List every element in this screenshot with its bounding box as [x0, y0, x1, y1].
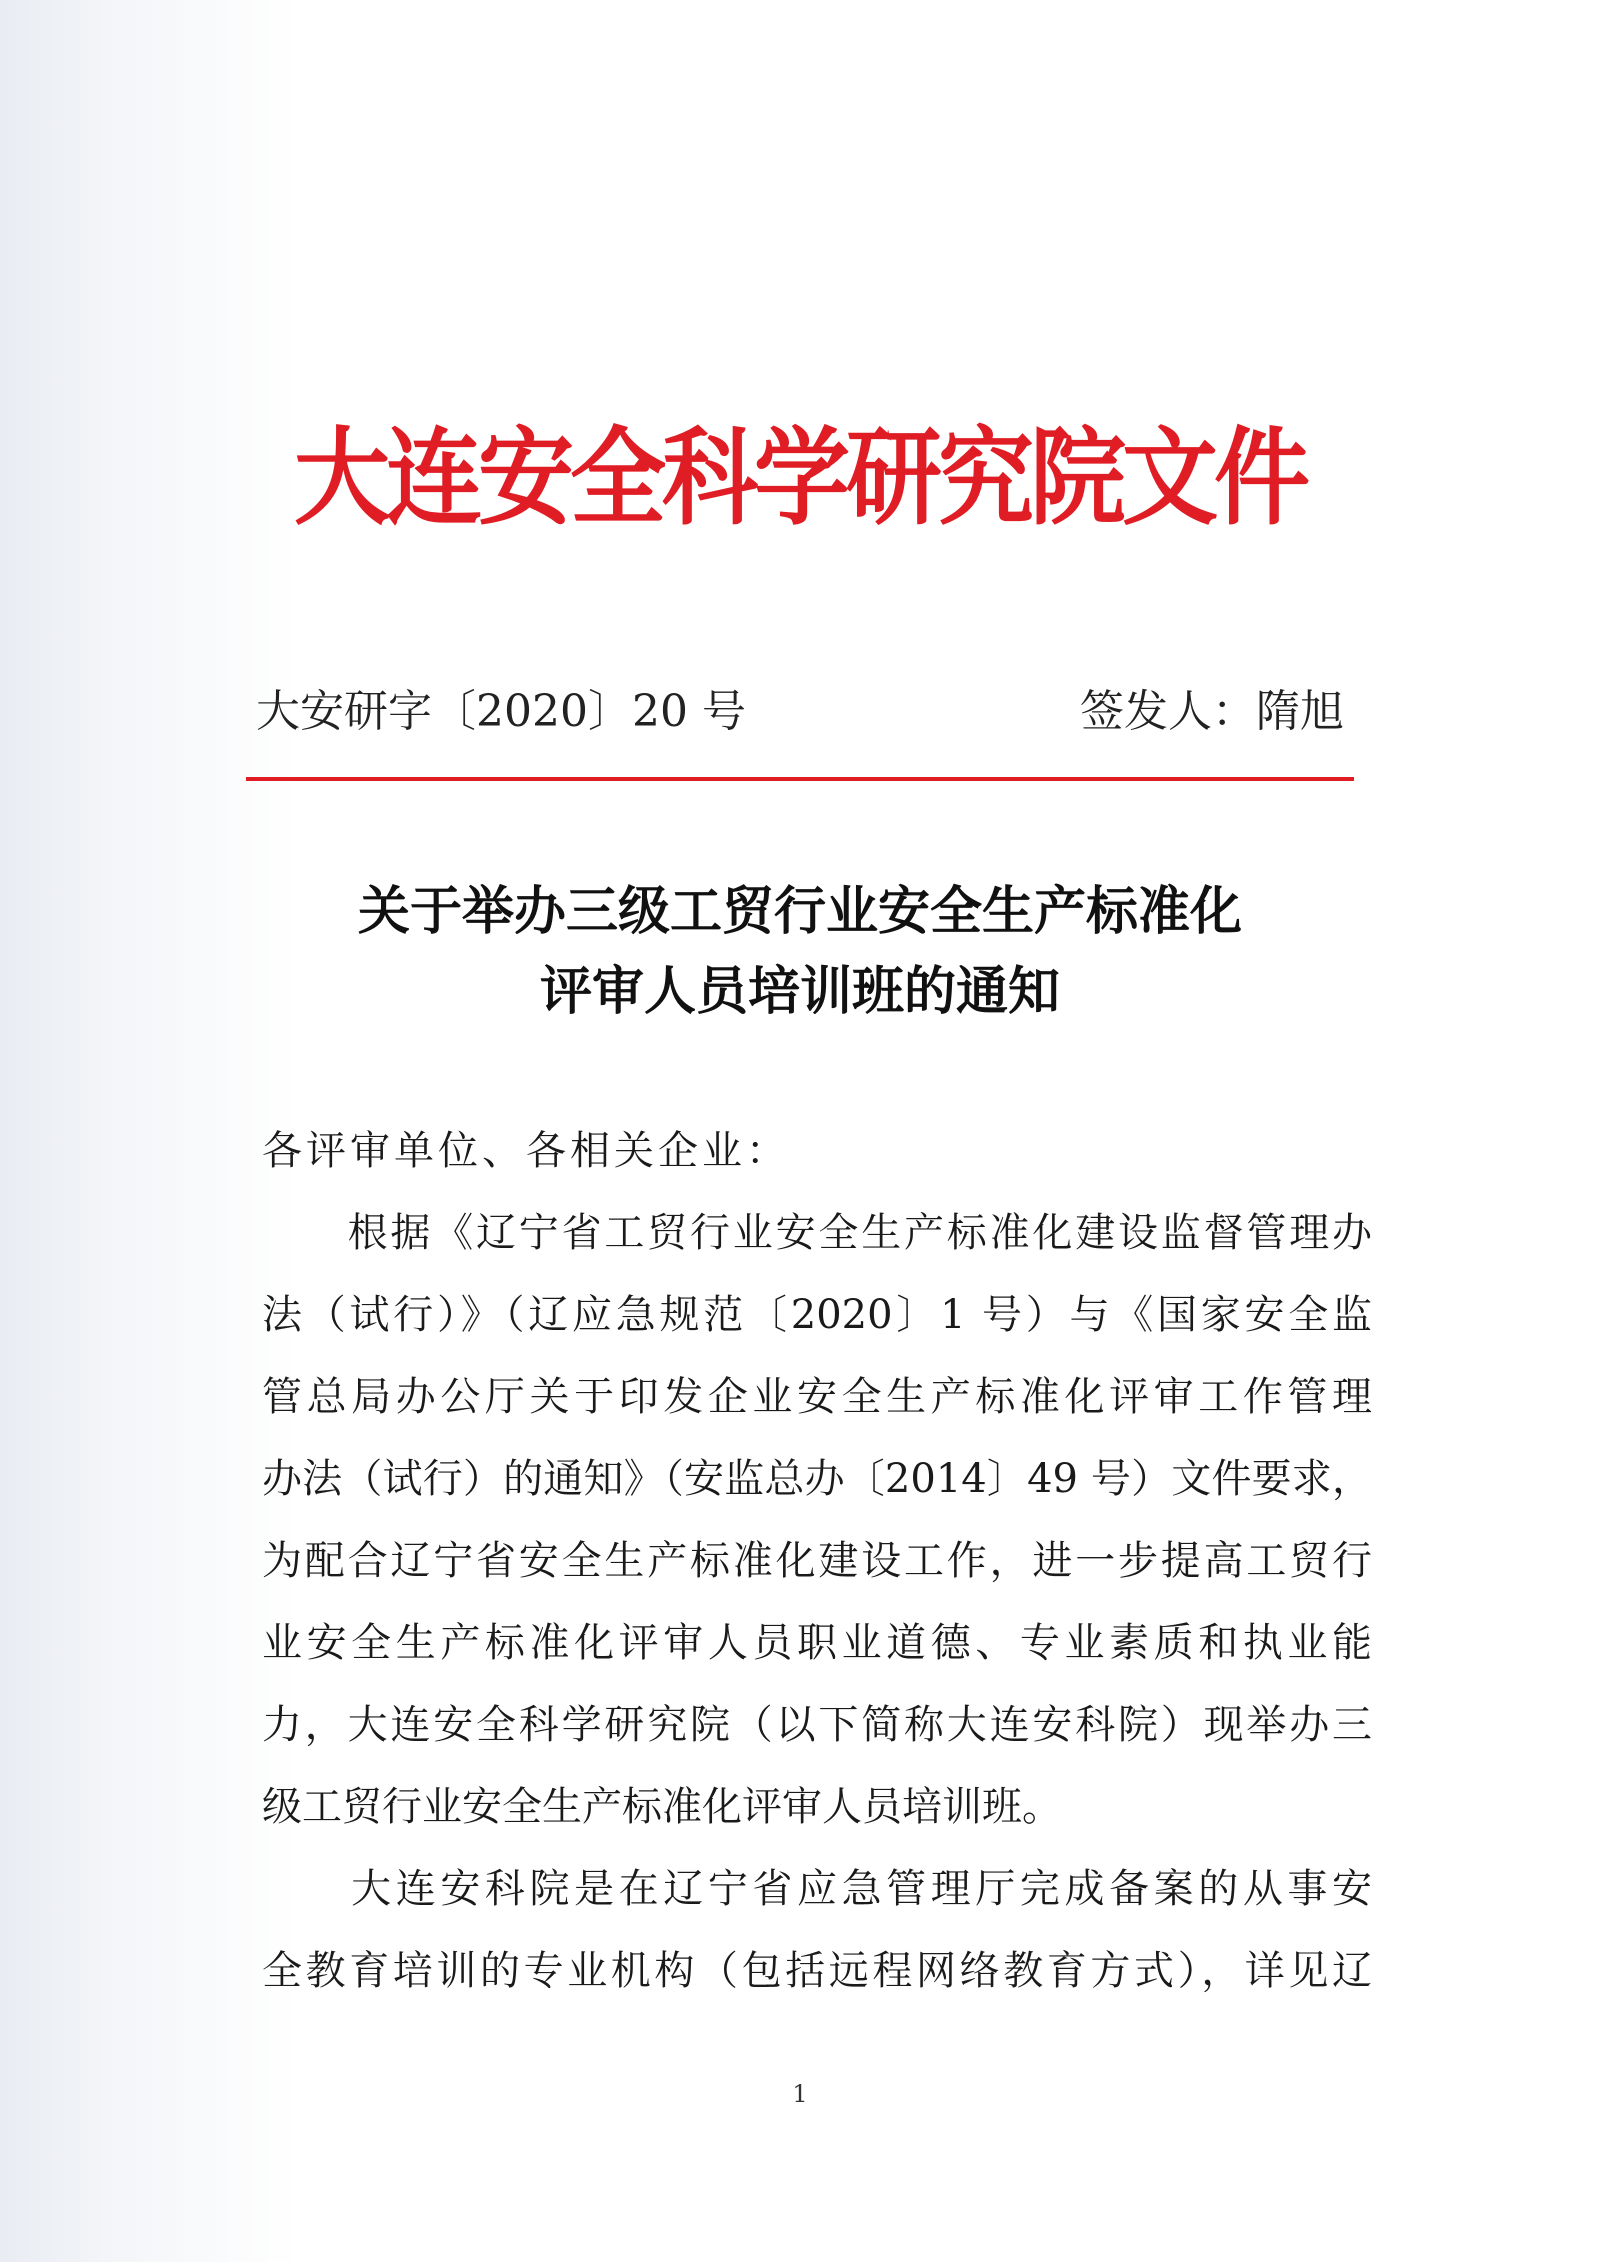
signer: 签发人：隋旭: [1080, 686, 1344, 737]
salutation: 各评审单位、各相关企业：: [262, 1128, 790, 1174]
paragraph-line: 大连安科院是在辽宁省应急管理厅完成备案的从事安: [262, 1866, 1372, 1912]
paragraph-line: 法（试行）》（辽应急规范〔2020〕1 号）与《国家安全监: [262, 1292, 1372, 1338]
masthead-title: 大连安全科学研究院文件: [294, 416, 1306, 540]
paragraph-line: 为配合辽宁省安全生产标准化建设工作，进一步提高工贸行: [262, 1538, 1372, 1584]
red-divider: [246, 777, 1354, 781]
paragraph-2: [262, 1848, 1372, 2012]
paragraph-line: 力，大连安全科学研究院（以下简称大连安科院）现举办三: [262, 1702, 1372, 1748]
page-number: 1: [792, 2080, 808, 2108]
paragraph-1: [262, 1192, 1372, 1848]
paragraph-line: 业安全生产标准化评审人员职业道德、专业素质和执业能: [262, 1620, 1372, 1666]
notice-title-line-2: 评审人员培训班的通知: [539, 962, 1060, 1022]
document-number: 大安研字〔2020〕20 号: [256, 686, 746, 737]
notice-title-line-1: 关于举办三级工贸行业安全生产标准化: [357, 882, 1242, 942]
paragraph-line: 办法（试行）的通知》（安监总办〔2014〕49 号）文件要求，: [262, 1456, 1372, 1502]
paragraph-line: 管总局办公厅关于印发企业安全生产标准化评审工作管理: [262, 1374, 1372, 1420]
paragraph-line: 全教育培训的专业机构（包括远程网络教育方式），详见辽: [262, 1948, 1372, 1994]
paragraph-line: 级工贸行业安全生产标准化评审人员培训班。: [262, 1784, 1062, 1830]
paragraph-line: 根据《辽宁省工贸行业安全生产标准化建设监督管理办: [262, 1210, 1372, 1256]
